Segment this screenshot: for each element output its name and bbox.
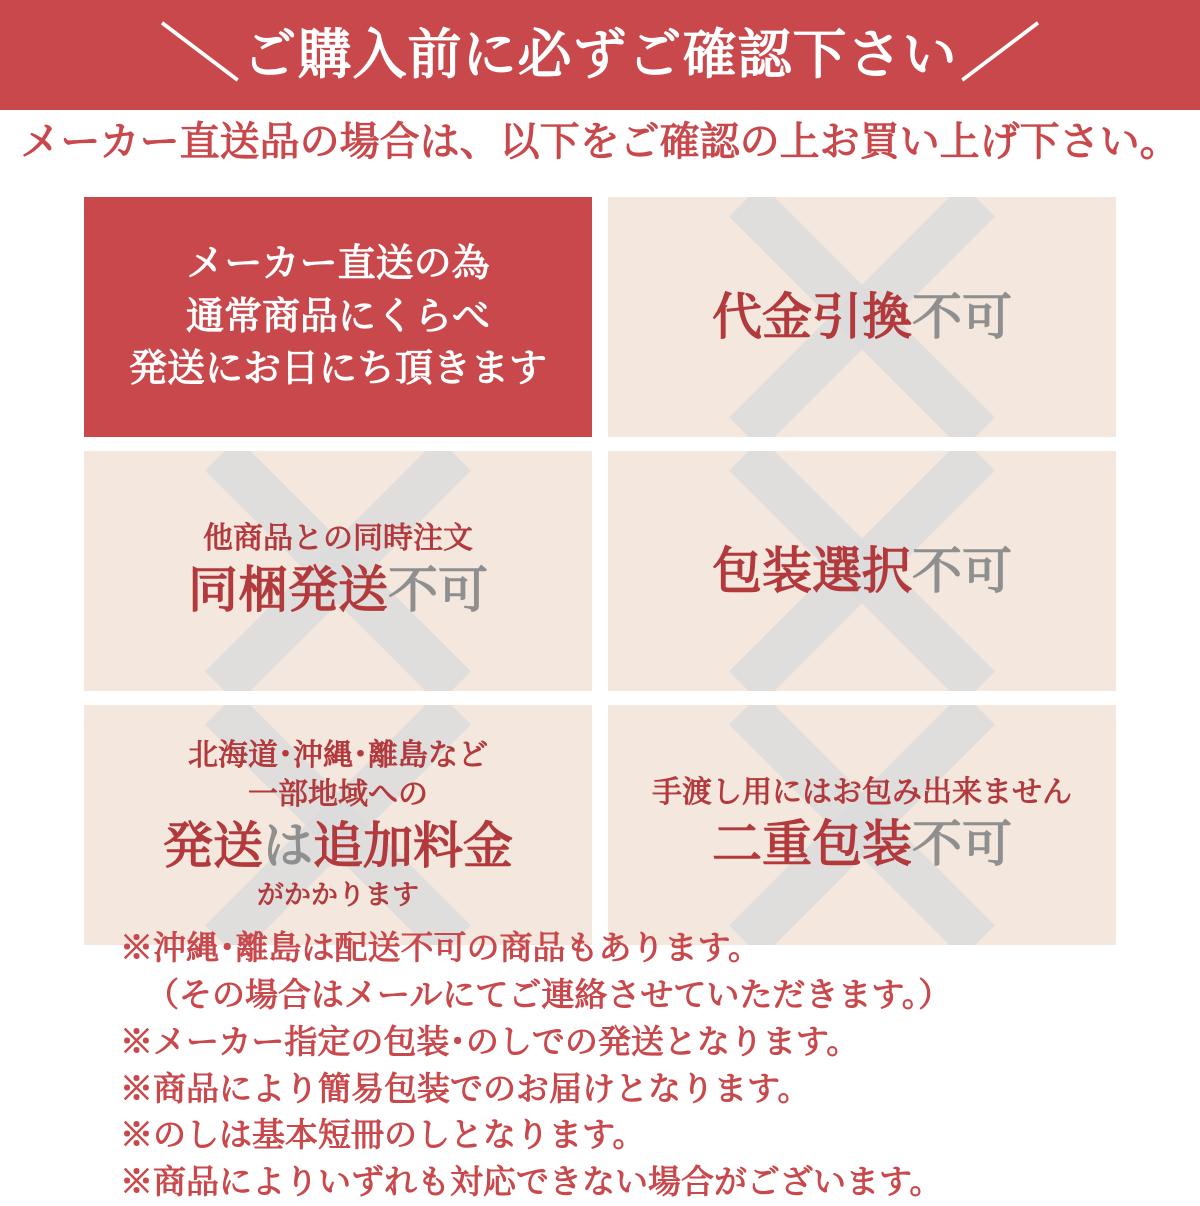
card-double-wrapping [608,705,1116,945]
card-combined-shipping [84,451,592,691]
left-slash-decoration: ＼ [159,20,244,89]
footnote-item: ※のしは基本短冊のしとなります。 [120,1116,646,1154]
card-line: 包装選択不可 [712,543,1012,599]
footnotes [120,925,1120,1206]
card-line: 二重包装不可 [712,816,1012,873]
card-line: 代金引換不可 [712,289,1012,345]
footnote-item: （その場合はメールにてご連絡させていただきます。） [146,975,952,1013]
card-direct-shipping-delay [84,197,592,437]
footnote-item: ※沖縄･離島は配送不可の商品もあります。 [120,929,761,966]
card-line: 一部地域への [248,777,428,811]
card-content [642,774,1082,876]
card-line: 発送は追加料金 [163,818,513,875]
card-content [702,285,1022,349]
card-remote-area-fee [84,705,592,945]
card-line: メーカー直送の為 [186,243,490,286]
card-line: 北海道･沖縄･離島など [188,739,488,773]
card-content [153,737,523,912]
header-banner [0,0,1200,110]
card-line: 通常商品にくらべ [185,295,490,338]
card-line: 同梱発送不可 [188,562,488,619]
page-title: ご購入前に必ずご確認下さい [242,25,958,85]
footnote-item: ※商品によりいずれも対応できない場合がございます。 [120,1163,943,1201]
footnote-item: ※商品により簡易包装でのお届けとなります。 [120,1069,811,1107]
card-line: 他商品との同時注文 [203,521,473,555]
card-content [119,238,557,395]
card-content [702,539,1022,603]
card-line: 手渡し用にはお包み出来ません [652,775,1072,809]
card-wrapping-choice [608,451,1116,691]
subtitle: メーカー直送品の場合は、以下をご確認の上お買い上げ下さい。 [20,120,1180,164]
footnote-item: ※メーカー指定の包装･のしでの発送となります。 [120,1022,860,1060]
notice-card-grid [84,197,1116,945]
card-line: がかかります [257,880,419,911]
card-cash-on-delivery [608,197,1116,437]
card-line: 発送にお日にち頂きます [128,348,547,391]
right-slash-decoration: ／ [956,20,1041,89]
card-content [178,520,498,622]
header-banner-inner [159,20,1041,89]
